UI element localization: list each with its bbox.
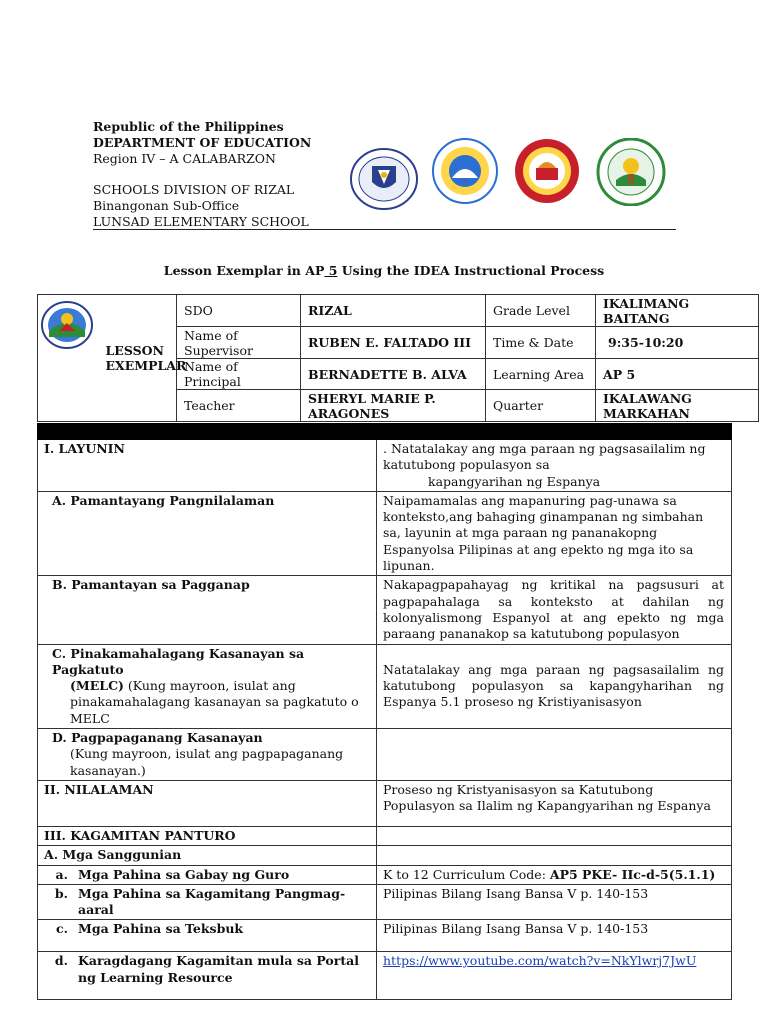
ref-b-key: b. <box>54 885 68 901</box>
calabarzon-seal-icon <box>514 138 580 204</box>
sanggunian-value <box>377 846 732 865</box>
ref-a-prefix: K to 12 Curriculum Code: <box>383 866 550 882</box>
table-row <box>38 826 732 845</box>
ref-a-value <box>377 865 732 884</box>
title-prefix: Lesson Exemplar in AP <box>163 263 325 278</box>
table-row <box>38 865 732 884</box>
document-title <box>0 263 768 278</box>
pamantayan-sa-pagganap-label: B. Pamantayan sa Pagganap <box>38 576 377 644</box>
ref-c-cell <box>38 920 377 952</box>
quarter-value: IKALAWANG MARKAHAN <box>596 390 759 422</box>
ref-d-cell <box>38 952 377 1000</box>
nilalaman-value: Proseso ng Kristyanisasyon sa Katutubong Populasyon sa Ilalim ng Kapangyarihan ng Espanya <box>377 780 732 826</box>
ref-a-cell <box>38 865 377 884</box>
sdo-label: SDO <box>177 295 301 327</box>
nilalaman-label: II. NILALAMAN <box>38 780 377 826</box>
teacher-label: Teacher <box>177 390 301 422</box>
ref-b-label: Mga Pahina sa Kagamitang Pangmag-aaral <box>78 885 346 918</box>
deped-seal-icon <box>350 148 418 210</box>
lesson-exemplar-label: LESSON EXEMPLAR <box>104 295 177 422</box>
pagpapaganang-cell <box>38 729 377 781</box>
kagamitan-label: III. KAGAMITAN PANTURO <box>38 826 377 845</box>
table-row <box>38 884 732 920</box>
table-row <box>38 440 732 492</box>
school-line: LUNSAD ELEMENTARY SCHOOL <box>93 213 309 229</box>
supervisor-label: Name of Supervisor <box>177 327 301 359</box>
layunin-line-1: . Natatalakay ang mga paraan ng pagsasailalim ng <box>383 441 706 456</box>
ref-b-value: Pilipinas Bilang Isang Bansa V p. 140-153 <box>377 884 732 920</box>
melc-value: Natatalakay ang mga paraan ng pagsasailalim ng katutubong populasyon sa kapangyharihan ng Espanya 5.1 proseso ng Kristiyanisasyon <box>377 644 732 728</box>
lesson-plan-table <box>37 423 732 1000</box>
ref-a-code: AP5 PKE- IIc-d-5(5.1.1) <box>549 866 716 882</box>
learning-area-value: AP 5 <box>596 359 759 390</box>
title-suffix: Using the IDEA Instructional Process <box>337 263 605 278</box>
pagpapaganang-value <box>377 729 732 781</box>
header-divider <box>93 229 676 230</box>
title-grade: 5 <box>324 263 338 278</box>
school-logo-cell <box>38 295 104 422</box>
ref-b-cell <box>38 884 377 920</box>
time-date-label: Time & Date <box>486 327 596 359</box>
rizal-seal-icon <box>432 138 498 204</box>
table-row <box>38 491 732 575</box>
time-date-value: 9:35-10:20 <box>596 327 759 359</box>
learning-area-label: Learning Area <box>486 359 596 390</box>
youtube-link[interactable]: https://www.youtube.com/watch?v=NkYlwrj7JwU <box>383 953 697 969</box>
pagpapaganang-label: D. Pagpapaganang Kasanayan <box>52 730 263 746</box>
info-table <box>37 294 759 422</box>
ref-a-label: Mga Pahina sa Gabay ng Guro <box>78 866 290 882</box>
melc-cell <box>38 644 377 728</box>
letterhead <box>93 119 311 230</box>
melc-label: C. Pinakamahalagang Kasanayan sa Pagkatuto <box>52 645 305 677</box>
ref-c-label: Mga Pahina sa Teksbuk <box>78 921 244 937</box>
table-row <box>38 729 732 781</box>
ref-d-value <box>377 952 732 1000</box>
principal-value: BERNADETTE B. ALVA <box>301 359 486 390</box>
ref-d-key: d. <box>54 953 68 969</box>
ref-d-label: Karagdagang Kagamitan mula sa Portal ng Learning Resource <box>78 953 359 985</box>
seal-row <box>350 138 670 208</box>
ref-c-value: Pilipinas Bilang Isang Bansa V p. 140-153 <box>377 920 732 952</box>
svg-text:~: ~ <box>462 177 468 185</box>
table-row <box>38 846 732 865</box>
school-logo-icon <box>41 301 93 349</box>
grade-level-value: IKALIMANG BAITANG <box>596 295 759 327</box>
table-row <box>38 644 732 728</box>
layunin-line-3: kapangyarihan ng Espanya <box>428 473 601 489</box>
table-row <box>38 920 732 952</box>
melc-abbrev: (MELC) <box>70 678 124 694</box>
deped-line: DEPARTMENT OF EDUCATION <box>93 134 312 150</box>
melc-note: (Kung mayroon, isulat ang pinakamahalagang kasanayan sa pagkatuto o MELC <box>70 678 359 726</box>
principal-label: Name of Principal <box>177 359 301 390</box>
layunin-label: I. LAYUNIN <box>38 440 377 492</box>
division-line: SCHOOLS DIVISION OF RIZAL <box>93 182 295 198</box>
grade-level-label: Grade Level <box>486 295 596 327</box>
layunin-value <box>377 440 732 492</box>
pamantayan-sa-pagganap-value: Nakapagpapahayag ng kritikal na pagsusuri at pagpapahalaga sa konteksto at dahilan ng kolonyalismong Espanyol at ang epekto ng mga paraang pananakop sa katutubong populasyon <box>377 576 732 644</box>
table-row <box>38 780 732 826</box>
layunin-line-2: katutubong populasyon sa <box>383 457 550 473</box>
ref-c-key: c. <box>56 921 68 937</box>
region-line: Region IV – A CALABARZON <box>93 150 276 166</box>
pamantayang-pangnilalaman-value: Naipamamalas ang mapanuring pag-unawa sa konteksto,ang bahaging ginampanan ng simbahan sa, layunin at mga paraan ng pananakopng Espanyolsa Pilipinas at ang epekto ng mga ito sa lipunan. <box>377 491 732 575</box>
kagamitan-value <box>377 826 732 845</box>
suboffice-line: Binangonan Sub-Office <box>93 197 240 213</box>
table-row <box>38 576 732 644</box>
table-row <box>38 952 732 1000</box>
ref-a-key: a. <box>55 866 68 882</box>
quarter-label: Quarter <box>486 390 596 422</box>
republic-line: Republic of the Philippines <box>93 119 284 134</box>
sdo-value: RIZAL <box>301 295 486 327</box>
lunsad-seal-icon <box>596 138 666 206</box>
table-header-bar <box>38 424 732 440</box>
teacher-value: SHERYL MARIE P. ARAGONES <box>301 390 486 422</box>
pagpapaganang-note: (Kung mayroon, isulat ang pagpapaganang kasanayan.) <box>70 746 344 778</box>
pamantayang-pangnilalaman-label: A. Pamantayang Pangnilalaman <box>38 491 377 575</box>
supervisor-value: RUBEN E. FALTADO III <box>301 327 486 359</box>
sanggunian-label: A. Mga Sanggunian <box>38 846 377 865</box>
